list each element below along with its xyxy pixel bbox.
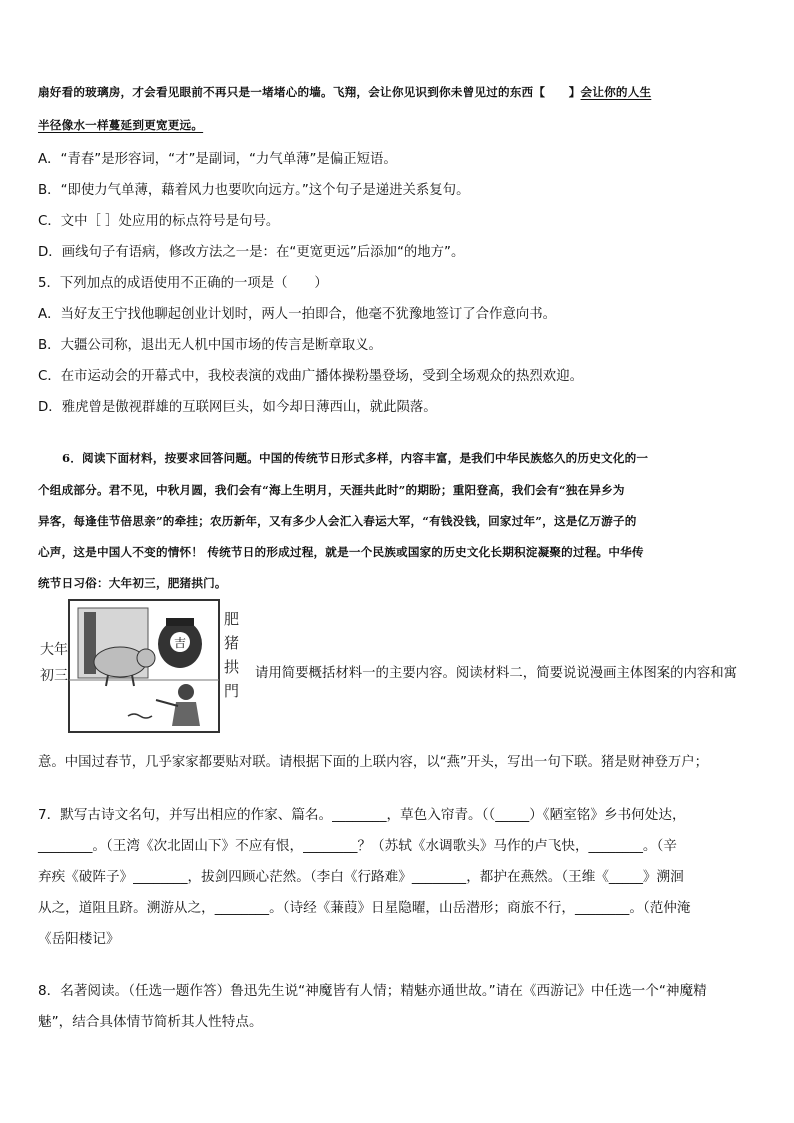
q6-question-continued: 意。中国过春节，几乎家家都要贴对联。请根据下面的上联内容，以“燕”开头，写出一句下联。猪是财神登万户； (38, 755, 709, 770)
q7-line-1: 7．默写古诗文名句，并写出相应的作家、篇名。________，草色入帘青。（（_____）《陋室铭》乡书何处达， (38, 807, 686, 823)
cartoon-caption-right-1: 肥 (224, 610, 240, 628)
q6-line-3: 异客，每逢佳节倍思亲”的牵挂；农历新年，又有多少人会汇入春运大军，“有钱没钱，回家过年”，这是亿万游子的 (38, 514, 637, 528)
q7-line-2: ________。（王湾《次北固山下》不应有恨，________？（苏轼《水调歌头》马作的卢飞快，________。（辛 (38, 838, 677, 854)
q4-option-d: D．画线句子有语病，修改方法之一是：在“更宽更远”后添加“的地方”。 (38, 245, 465, 260)
q4-option-c: C．文中［ ］处应用的标点符号是句号。 (38, 214, 280, 229)
new-year-pig-cartoon (38, 598, 254, 734)
intro-line-1 (38, 84, 651, 100)
q5-option-a: A．当好友王宁找他聊起创业计划时，两人一拍即合，他毫不犹豫地签订了合作意向书。 (38, 307, 557, 322)
q4-option-b: B．“即使力气单薄，藉着风力也要吹向远方。”这个句子是递进关系复句。 (38, 183, 470, 198)
q8-line-2: 魅”，结合具体情节简析其人性特点。 (38, 1014, 263, 1030)
intro-line-2: 半径像水一样蔓延到更宽更远。 (38, 118, 204, 132)
q6-line-2: 个组成部分。君不见，中秋月圆，我们会有“海上生明月，天涯共此时”的期盼；重阳登高，我们会有“独在异乡为 (38, 483, 625, 497)
cartoon-caption-left-2: 初三 (40, 668, 68, 684)
q7-line-5: 《岳阳楼记》 (38, 931, 120, 947)
cartoon-caption-left-1: 大年 (40, 642, 68, 658)
q4-option-a: A．“青春”是形容词，“才”是副词，“力气单薄”是偏正短语。 (38, 152, 397, 167)
q5-option-d: D．雅虎曾是傲视群雄的互联网巨头，如今却日薄西山，就此陨落。 (38, 400, 437, 415)
q6-line-4: 心声，这是中国人不变的情怀！ 传统节日的形成过程，就是一个民族或国家的历史文化长期积淀凝聚的过程。中华传 (38, 545, 644, 559)
q5-option-c: C．在市运动会的开幕式中，我校表演的戏曲广播体操粉墨登场，受到全场观众的热烈欢迎。 (38, 369, 583, 384)
underlined-sentence-start: 会让你的人生 (580, 85, 652, 99)
q8-line-1: 8．名著阅读。（任选一题作答）鲁迅先生说“神魔皆有人情；精魅亦通世故。”请在《西游记》中任选一个“神魔精 (38, 983, 707, 999)
q7-line-3: 弃疾《破阵子》________，拔剑四顾心茫然。（李白《行路难》________，都护在燕然。（王维《_____》溯洄 (38, 869, 684, 885)
q5-stem: 5．下列加点的成语使用不正确的一项是（ ） (38, 276, 328, 291)
cartoon-caption-right-3: 拱 (224, 658, 240, 676)
q5-option-b: B．大疆公司称，退出无人机中国市场的传言是断章取义。 (38, 338, 382, 353)
q6-line-1: 6．阅读下面材料，按要求回答问题。中国的传统节日形式多样，内容丰富，是我们中华民族悠久的历史文化的一 (62, 451, 649, 465)
q6-line-5: 统节日习俗：大年初三，肥猪拱门。 (38, 576, 227, 590)
cartoon-caption-right-2: 猪 (224, 634, 240, 652)
intro-text-a: 扇好看的玻璃房，才会看见眼前不再只是一堵堵心的墙。飞翔，会让你见识到你未曾见过的东西【 】 (38, 85, 581, 99)
jar-label: 吉 (174, 636, 187, 650)
cartoon-caption-right-4: 門 (224, 682, 240, 700)
q7-line-4: 从之，道阻且跻。溯游从之，________。（诗经《蒹葭》日星隐曜，山岳潜形；商旅不行，________。（范仲淹 (38, 900, 691, 916)
q6-question-side: 请用简要概括材料一的主要内容。阅读材料二，简要说说漫画主体图案的内容和寓 (255, 666, 738, 681)
boy-icon (178, 684, 194, 700)
